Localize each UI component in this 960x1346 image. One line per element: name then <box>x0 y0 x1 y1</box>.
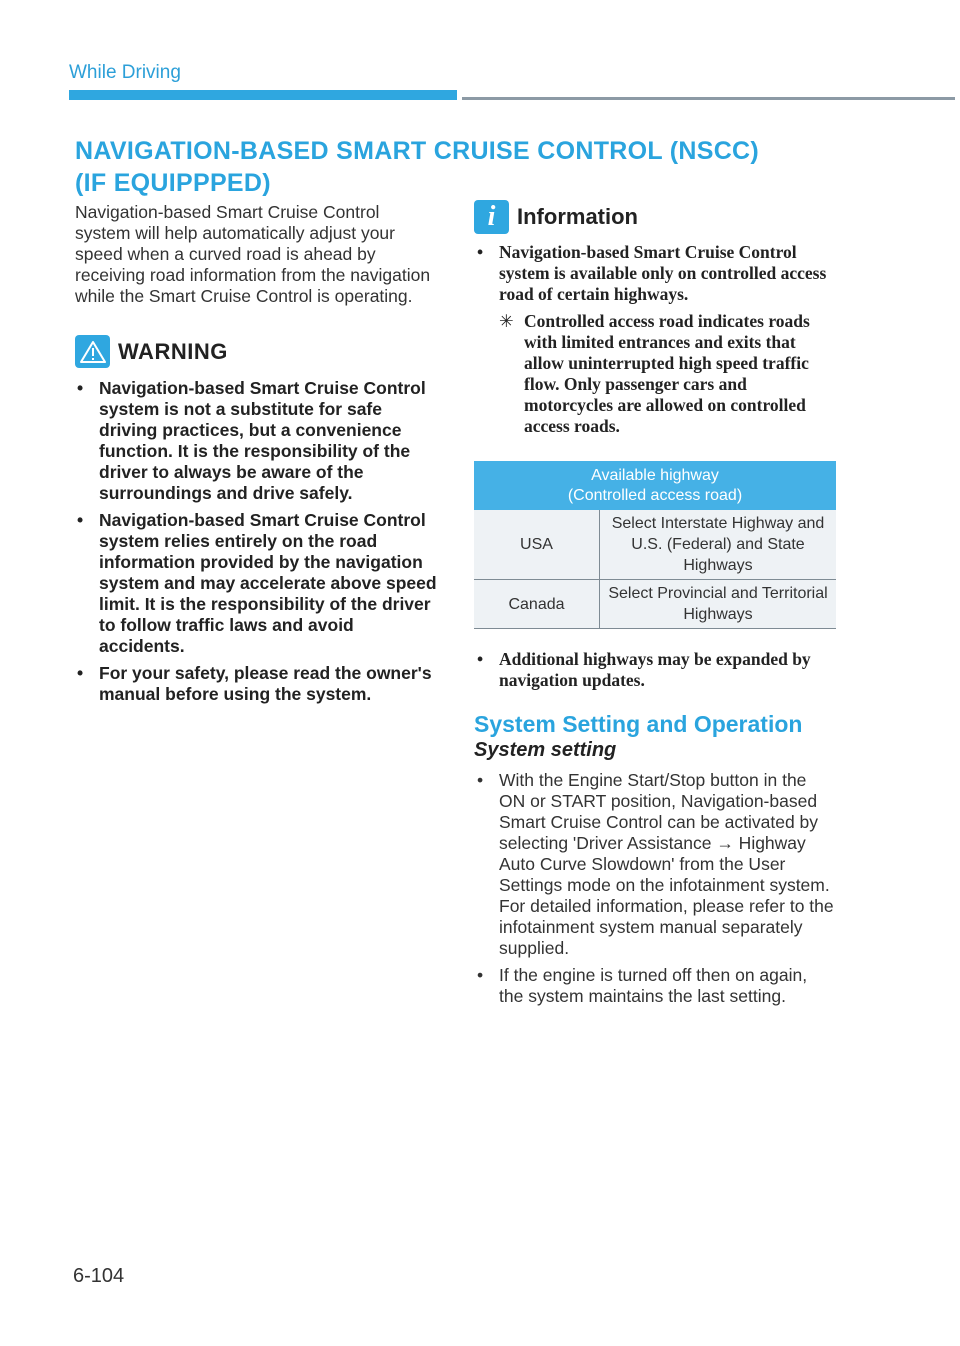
warning-title: WARNING <box>118 338 228 364</box>
table-cell-country: USA <box>474 510 600 580</box>
intro-paragraph: Navigation-based Smart Cruise Control system will help automatically adjust your speed when a curved road is ahead by receiving road information from the navigation while the Smart Cruise Control is operating. <box>75 202 431 306</box>
table-cell-country: Canada <box>474 580 600 629</box>
warning-list <box>75 378 437 705</box>
section-title-line1: NAVIGATION-BASED SMART CRUISE CONTROL (NSCC) <box>75 137 760 165</box>
running-header: While Driving <box>69 62 181 83</box>
table-row <box>474 510 836 580</box>
warning-header <box>75 335 437 368</box>
left-column <box>75 202 437 711</box>
table-row <box>474 580 836 629</box>
header-rule-accent <box>69 90 457 100</box>
information-header <box>474 200 836 234</box>
warning-item: • Navigation-based Smart Cruise Control system relies entirely on the road information provided by the navigation system and may accelerate above speed limit. It is the responsibility of the driver to follow traffic laws and avoid accidents. <box>75 510 437 657</box>
highway-table <box>474 461 836 629</box>
section-title-line2: (IF EQUIPPPED) <box>75 169 271 197</box>
section-title <box>75 135 775 199</box>
subsection-subtitle: System setting <box>474 739 617 761</box>
subsection-title: System Setting and Operation <box>474 711 803 737</box>
setting-item: • If the engine is turned off then on again, the system maintains the last setting. <box>474 965 836 1007</box>
setting-list <box>474 770 836 1007</box>
table-header <box>474 461 836 510</box>
information-title: Information <box>517 204 638 229</box>
additional-note <box>474 649 836 691</box>
table-cell-highways: Select Provincial and Territorial Highways <box>600 580 837 629</box>
information-note-text: Controlled access road indicates roads with limited entrances and exits that allow uninterrupted high speed traffic flow. Only passenger cars and motorcycles are allowed on controlled access roads. <box>524 311 810 436</box>
additional-note-text: Additional highways may be expanded by navigation updates. <box>499 649 811 690</box>
right-column <box>474 200 836 1013</box>
warning-triangle-icon <box>75 335 110 368</box>
information-item-text: Navigation-based Smart Cruise Control system is available only on controlled access road of certain highways. <box>499 242 827 304</box>
table-header-line2: (Controlled access road) <box>567 487 743 504</box>
page-number: 6-104 <box>73 1265 125 1287</box>
bullet-icon: • <box>477 242 484 262</box>
bullet-icon: • <box>477 649 484 669</box>
table-cell-highways: Select Interstate Highway and U.S. (Federal) and State Highways <box>600 510 837 580</box>
warning-item: • For your safety, please read the owner's manual before using the system. <box>75 663 437 705</box>
information-note <box>474 311 836 437</box>
setting-item: • With the Engine Start/Stop button in the ON or START position, Navigation-based Smart Cruise Control can be activated by selecting 'Driver Assistance → Highway Auto Curve Slowdown' from the User Settings mode on the infotainment system. For detailed information, please refer to the infotainment system manual separately supplied. <box>474 770 836 959</box>
information-item <box>474 242 836 305</box>
table-header-line1: Available highway <box>591 467 719 484</box>
header-rule-gray <box>462 97 955 100</box>
info-i-icon: i <box>474 200 509 234</box>
asterisk-icon: ✳ <box>499 311 514 331</box>
warning-item: • Navigation-based Smart Cruise Control system is not a substitute for safe driving practices, but a convenience function. It is the responsibility of the driver to always be aware of the surroundings and drive safely. <box>75 378 437 504</box>
